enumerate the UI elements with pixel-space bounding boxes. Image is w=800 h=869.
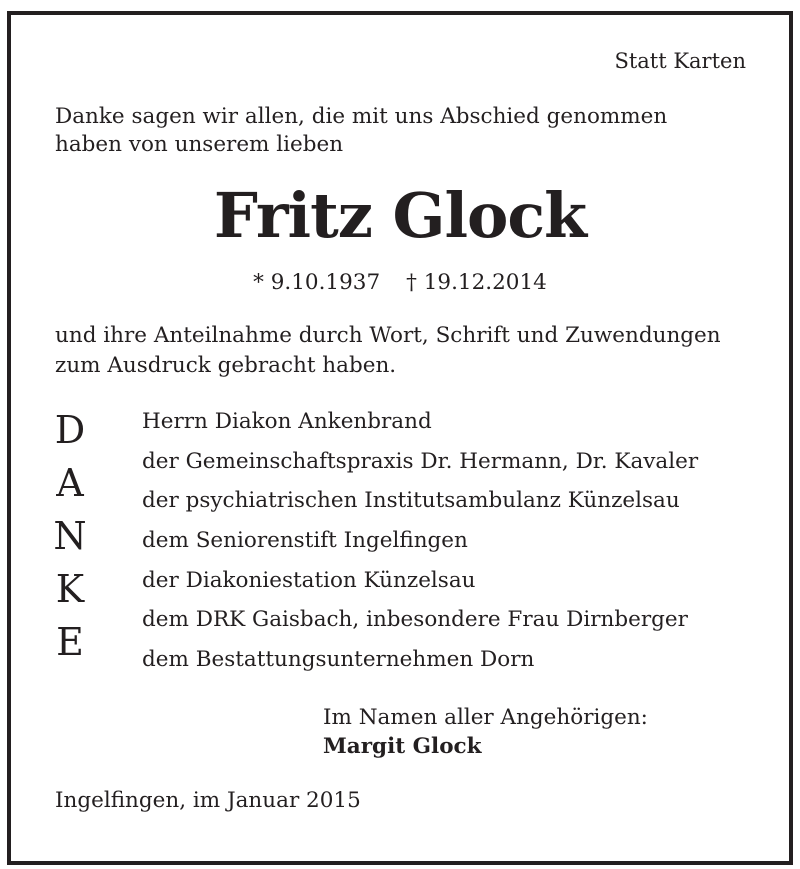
danke-vertical — [50, 404, 90, 669]
death-date: † 19.12.2014 — [406, 270, 547, 295]
thanks-text — [55, 321, 721, 381]
recipient-list — [142, 402, 698, 680]
birth-date: * 9.10.1937 — [253, 270, 381, 295]
recipient-item: der Gemeinschaftspraxis Dr. Hermann, Dr. Kavaler — [142, 448, 699, 474]
thanks-line: zum Ausdruck gebracht haben. — [55, 353, 397, 378]
danke-letter: K — [55, 567, 85, 611]
recipient-item: der psychiatrischen Institutsambulanz Künzelsau — [142, 488, 680, 514]
recipient-item: der Diakoniestation Künzelsau — [142, 567, 476, 593]
recipient-item: dem DRK Gaisbach, inbesondere Frau Dirnberger — [142, 607, 688, 633]
intro-text — [55, 103, 667, 159]
intro-line: haben von unserem lieben — [55, 132, 344, 157]
danke-letter: E — [56, 620, 84, 664]
recipient-item: Herrn Diakon Ankenbrand — [142, 409, 432, 434]
header-note: Statt Karten — [614, 49, 746, 73]
intro-line: Danke sagen wir allen, die mit uns Abschied genommen — [55, 104, 668, 129]
danke-letter: A — [56, 461, 84, 505]
thanks-line: und ihre Anteilnahme durch Wort, Schrift und Zuwendungen — [55, 323, 721, 348]
sign-intro: Im Namen aller Angehörigen: — [323, 705, 648, 730]
danke-letter: D — [54, 408, 86, 452]
danke-letter: N — [53, 514, 87, 558]
deceased-name: Fritz Glock — [213, 179, 587, 252]
life-dates — [0, 268, 800, 297]
place-date: Ingelfingen, im Januar 2015 — [55, 788, 361, 813]
signature-block — [323, 703, 648, 761]
signer-name: Margit Glock — [323, 734, 482, 759]
recipient-item: dem Bestattungsunternehmen Dorn — [142, 647, 535, 673]
recipient-item: dem Seniorenstift Ingelfingen — [142, 528, 468, 554]
